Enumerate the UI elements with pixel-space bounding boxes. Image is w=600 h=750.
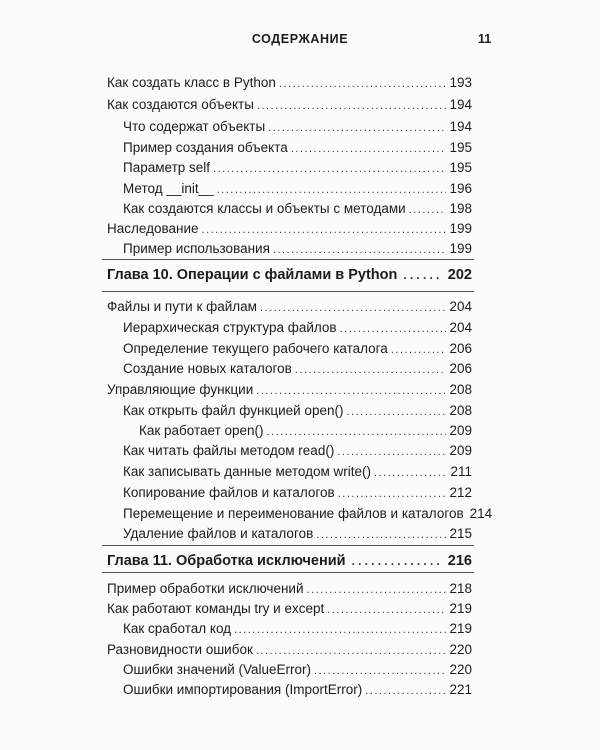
toc-entry-title: Наследование: [107, 221, 199, 236]
dot-leader: [340, 320, 447, 338]
toc-entry-page: 219: [449, 621, 472, 636]
toc-entry-title: Как создаются классы и объекты с методами: [123, 201, 406, 216]
dot-leader: [291, 140, 447, 158]
toc-entry-page: 208: [449, 382, 472, 397]
toc-entry-page: 220: [449, 662, 472, 677]
toc-entry-title: Метод __init__: [123, 181, 214, 196]
toc-entry-page: 206: [449, 361, 472, 376]
toc-entry-title: Как создать класс в Python: [107, 75, 276, 90]
toc-entry-page: 208: [449, 403, 472, 418]
toc-entry-title: Перемещение и переименование файлов и каталогов: [123, 506, 464, 521]
toc-entry-title: Пример обработки исключений: [107, 581, 304, 596]
dot-leader: [256, 642, 447, 660]
toc-entry[interactable]: [123, 240, 472, 259]
divider: [102, 545, 474, 546]
toc-entry-title: Что содержат объекты: [123, 119, 266, 134]
toc-entry[interactable]: [107, 600, 472, 619]
toc-entry-title: Параметр self: [123, 160, 211, 175]
toc-entry-title: Как записывать данные методом write(): [123, 464, 371, 479]
divider: [102, 291, 474, 292]
toc-entry[interactable]: [123, 402, 472, 421]
toc-entry-page: 206: [449, 341, 472, 356]
toc-entry-page: 212: [449, 485, 472, 500]
toc-entry[interactable]: [123, 319, 472, 338]
toc-entry-title: Создание новых каталогов: [123, 361, 292, 376]
toc-entry-title: Глава 10. Операции с файлами в Python: [107, 267, 398, 283]
toc-entry-title: Как создаются объекты: [107, 97, 254, 112]
toc-entry[interactable]: [123, 159, 472, 178]
dot-leader: [365, 682, 446, 700]
dot-leader: [217, 181, 447, 199]
toc-entry[interactable]: [123, 180, 472, 199]
toc-chapter-11[interactable]: [107, 552, 472, 570]
toc-entry-title: Разновидности ошибок: [107, 642, 253, 657]
dot-leader: [327, 601, 446, 619]
toc-entry-title: Как сработал код: [123, 621, 232, 636]
toc-entry[interactable]: [123, 463, 472, 482]
toc-entry-title: Иерархическая структура файлов: [123, 320, 337, 335]
toc-entry-page: 216: [447, 553, 472, 569]
toc-entry-title: Управляющие функции: [107, 382, 254, 397]
toc-entry-page: 211: [450, 464, 472, 479]
toc-entry-title: Ошибки значений (ValueError): [123, 662, 312, 677]
dot-leader: [295, 361, 447, 379]
dot-leader: [268, 119, 446, 137]
toc-entry[interactable]: [123, 139, 472, 158]
dot-leader: [273, 241, 447, 259]
toc-entry-page: 204: [449, 320, 472, 335]
toc-entry[interactable]: [123, 200, 472, 219]
toc-entry-title: Пример использования: [123, 241, 270, 256]
dot-leader: [346, 403, 446, 421]
toc-entry[interactable]: [107, 641, 472, 660]
dot-leader: [316, 526, 446, 544]
dot-leader: [391, 341, 447, 359]
toc-entry-page: 198: [449, 201, 472, 216]
dot-leader: [352, 552, 442, 570]
toc-entry-title: Копирование файлов и каталогов: [123, 485, 335, 500]
toc-entry-title: Как открыть файл функцией open(): [123, 403, 344, 418]
toc-entry[interactable]: [107, 96, 472, 115]
toc-entry[interactable]: [123, 661, 472, 680]
toc-entry[interactable]: [107, 298, 472, 317]
toc-entry-title: Удаление файлов и каталогов: [123, 526, 314, 541]
dot-leader: [234, 621, 446, 639]
running-head-title: СОДЕРЖАНИЕ: [251, 32, 349, 46]
toc-entry-page: 219: [449, 601, 472, 616]
dot-leader: [409, 201, 447, 219]
toc-entry-title: Как работают команды try и except: [107, 601, 325, 616]
toc-entry[interactable]: [123, 505, 493, 524]
toc-entry-title: Глава 11. Обработка исключений: [107, 553, 346, 569]
toc-entry[interactable]: [123, 484, 472, 503]
toc-entry-title: Ошибки импортирования (ImportError): [123, 682, 363, 697]
toc-chapter-10[interactable]: [107, 266, 472, 284]
toc-entry-page: 204: [449, 299, 472, 314]
toc-entry-page: 193: [449, 75, 472, 90]
toc-entry-page: 195: [449, 160, 472, 175]
dot-leader: [260, 299, 447, 317]
dot-leader: [403, 266, 441, 284]
dot-leader: [314, 662, 446, 680]
toc-entry[interactable]: [123, 118, 472, 137]
toc-entry-title: Файлы и пути к файлам: [107, 299, 257, 314]
toc-entry-page: 215: [449, 526, 472, 541]
toc-entry[interactable]: [123, 681, 472, 700]
toc-entry[interactable]: [123, 360, 472, 379]
toc-entry-page: 194: [449, 97, 472, 112]
toc-entry[interactable]: [107, 74, 472, 93]
dot-leader: [257, 97, 447, 115]
dot-leader: [256, 382, 446, 400]
toc-entry-page: 196: [449, 181, 472, 196]
toc-entry[interactable]: [107, 580, 472, 599]
toc-entry-page: 199: [449, 241, 472, 256]
toc-entry-page: 194: [449, 119, 472, 134]
toc-entry-page: 195: [449, 140, 472, 155]
dot-leader: [338, 485, 447, 503]
toc-entry-page: 220: [449, 642, 472, 657]
divider: [102, 259, 474, 260]
toc-entry[interactable]: [123, 620, 472, 639]
toc-entry[interactable]: [123, 525, 472, 544]
dot-leader: [337, 443, 446, 461]
toc-entry-page: 209: [449, 423, 472, 438]
dot-leader: [213, 160, 446, 178]
toc-entry-title: Определение текущего рабочего каталога: [123, 341, 388, 356]
toc-entry[interactable]: [139, 422, 472, 441]
divider: [102, 572, 474, 573]
toc-entry-page: 218: [449, 581, 472, 596]
toc-entry-title: Пример создания объекта: [123, 140, 288, 155]
toc-entry[interactable]: [107, 381, 472, 400]
dot-leader: [202, 221, 447, 239]
toc-entry[interactable]: [107, 220, 472, 239]
toc-entry-page: 209: [449, 443, 472, 458]
toc-entry[interactable]: [123, 340, 472, 359]
toc-entry-page: 221: [449, 682, 472, 697]
toc-entry-title: Как работает open(): [139, 423, 264, 438]
toc-entry-page: 199: [449, 221, 472, 236]
page-number: 11: [478, 32, 492, 46]
toc-entry[interactable]: [123, 442, 472, 461]
toc-entry-page: 214: [469, 506, 493, 521]
dot-leader: [374, 464, 447, 482]
toc-entry-title: Как читать файлы методом read(): [123, 443, 335, 458]
dot-leader: [307, 581, 447, 599]
dot-leader: [279, 75, 447, 93]
toc-entry-page: 202: [447, 267, 472, 283]
dot-leader: [267, 423, 447, 441]
